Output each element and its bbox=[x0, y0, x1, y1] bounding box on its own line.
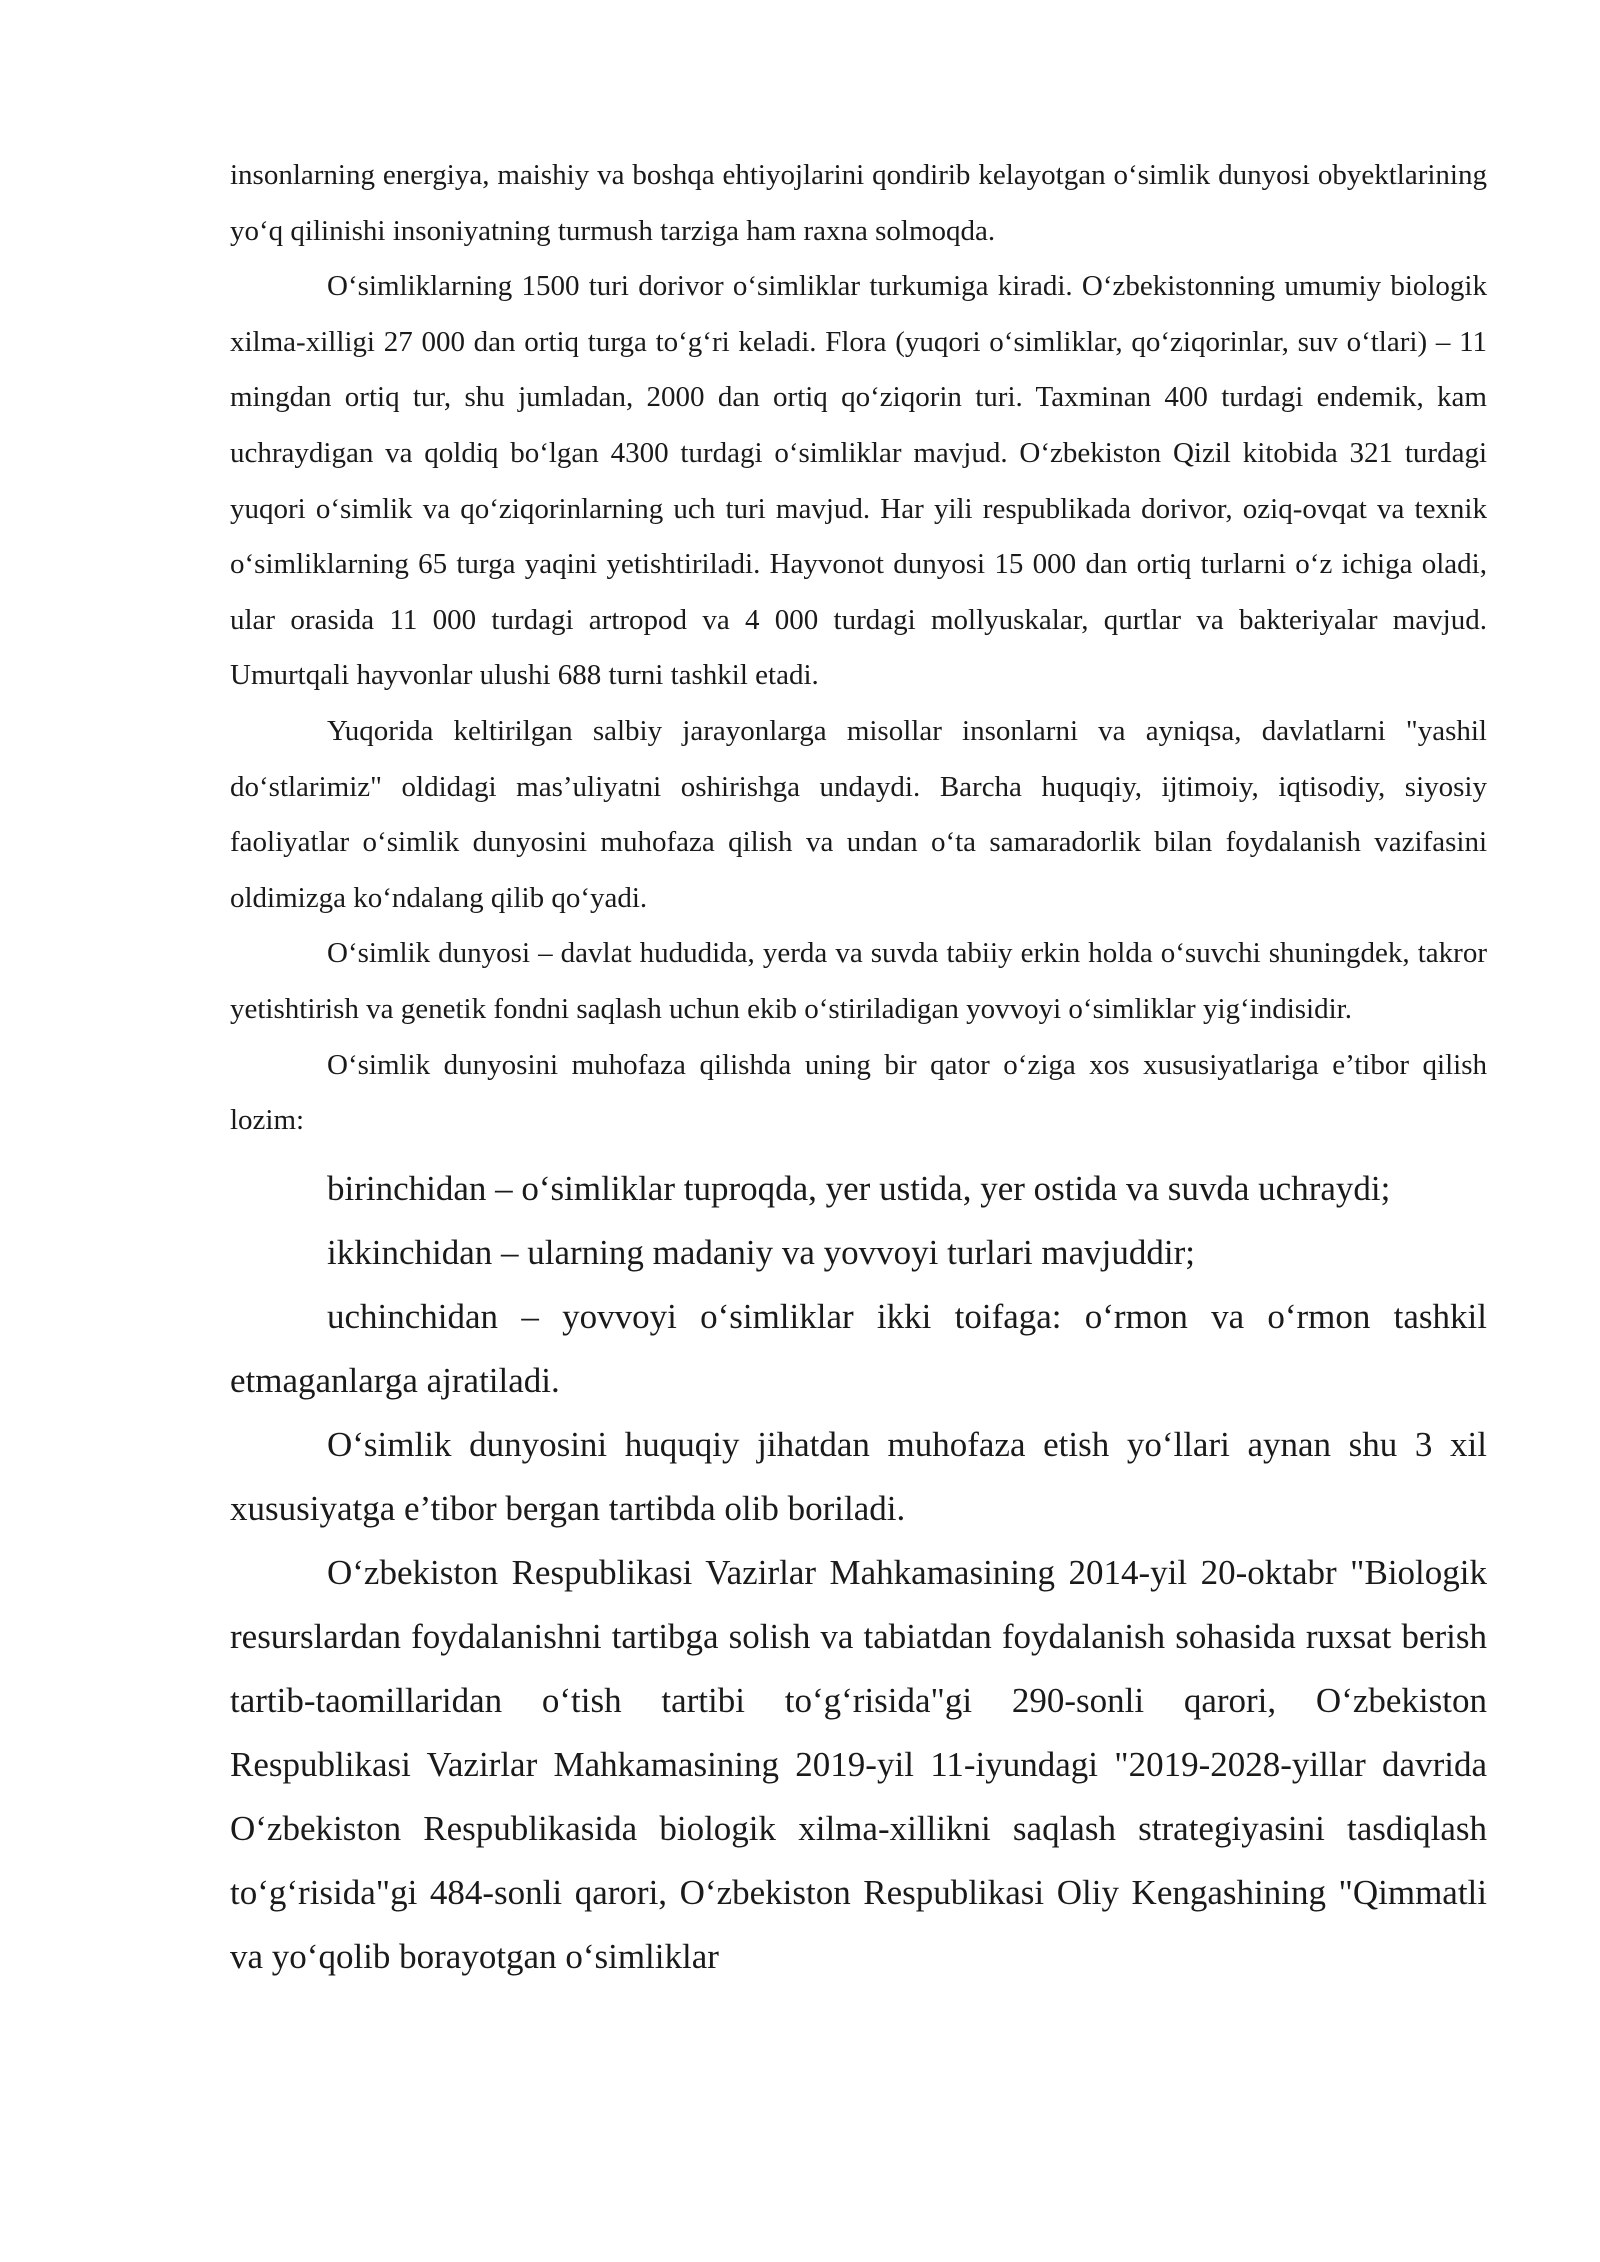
paragraph-legal-protection: O‘simlik dunyosini huquqiy jihatdan muhofaza etish yo‘llari aynan shu 3 xil xususiyatga e’tibor bergan tartibda olib boriladi. bbox=[230, 1424, 1487, 1528]
list-item-first: birinchidan – o‘simliklar tuproqda, yer ustida, yer ostida va suvda uchraydi; bbox=[327, 1168, 1391, 1208]
paragraph-biodiversity-stats: O‘simliklarning 1500 turi dorivor o‘simliklar turkumiga kiradi. O‘zbekistonning umumiy biologik xilma-xilligi 27 000 dan ortiq turga to‘g‘ri keladi. Flora (yuqori o‘simliklar, qo‘ziqorinlar, suv o‘tlari) – 11 mingdan ortiq tur, shu jumladan, 2000 dan ortiq qo‘ziqorin turi. Taxminan 400 turdagi endemik, kam uchraydigan va qoldiq bo‘lgan 4300 turdagi o‘simliklar mavjud. O‘zbekiston Qizil kitobida 321 turdagi yuqori o‘simlik va qo‘ziqorinlarning uch turi mavjud. Har yili respublikada dorivor, oziq-ovqat va texnik o‘simliklarning 65 turga yaqini yetishtiriladi. Hayvonot dunyosi 15 000 dan ortiq turlarni o‘z ichiga oladi, ular orasida 11 000 turdagi artropod va 4 000 turdagi mollyuskalar, qurtlar va bakteriyalar mavjud. Umurtqali hayvonlar ulushi 688 turni tashkil etadi. bbox=[230, 270, 1487, 692]
list-item-second: ikkinchidan – ularning madaniy va yovvoyi turlari mavjuddir; bbox=[327, 1232, 1196, 1272]
paragraph-features-intro: O‘simlik dunyosini muhofaza qilishda uning bir qator o‘ziga xos xususiyatlariga e’tibor qilish lozim: bbox=[230, 1048, 1487, 1137]
paragraph-definition: O‘simlik dunyosi – davlat hududida, yerda va suvda tabiiy erkin holda o‘suvchi shuningdek, takror yetishtirish va genetik fondni saqlash uchun ekib o‘stiriladigan yovvoyi o‘simliklar yig‘indisidir. bbox=[230, 937, 1487, 1025]
document-body bbox=[230, 148, 1487, 1989]
paragraph-legal-acts: O‘zbekiston Respublikasi Vazirlar Mahkamasining 2014-yil 20-oktabr "Biologik resurslardan foydalanishni tartibga solish va tabiatdan foydalanish sohasida ruxsat berish tartib-taomillaridan o‘tish tartibi to‘g‘risida"gi 290-sonli qarori, O‘zbekiston Respublikasi Vazirlar Mahkamasining 2019-yil 11-iyundagi "2019-2028-yillar davrida O‘zbekiston Respublikasida biologik xilma-xillikni saqlash strategiyasini tasdiqlash to‘g‘risida"gi 484-sonli qarori, O‘zbekiston Respublikasi Oliy Kengashining "Qimmatli va yo‘qolib borayotgan o‘simliklar bbox=[230, 1552, 1487, 1976]
paragraph-continuation: insonlarning energiya, maishiy va boshqa ehtiyojlarini qondirib kelayotgan o‘simlik dunyosi obyektlarining yo‘q qilinishi insoniyatning turmush tarziga ham raxna solmoqda. bbox=[230, 159, 1487, 247]
list-item-third: uchinchidan – yovvoyi o‘simliklar ikki toifaga: o‘rmon va o‘rmon tashkil etmaganlarga ajratiladi. bbox=[230, 1296, 1487, 1400]
paragraph-responsibility: Yuqorida keltirilgan salbiy jarayonlarga misollar insonlarni va ayniqsa, davlatlarni "yashil do‘stlarimiz" oldidagi mas’uliyatni oshirishga undaydi. Barcha huquqiy, ijtimoiy, iqtisodiy, siyosiy faoliyatlar o‘simlik dunyosini muhofaza qilish va undan o‘ta samaradorlik bilan foydalanish vazifasini oldimizga ko‘ndalang qilib qo‘yadi. bbox=[230, 714, 1487, 914]
